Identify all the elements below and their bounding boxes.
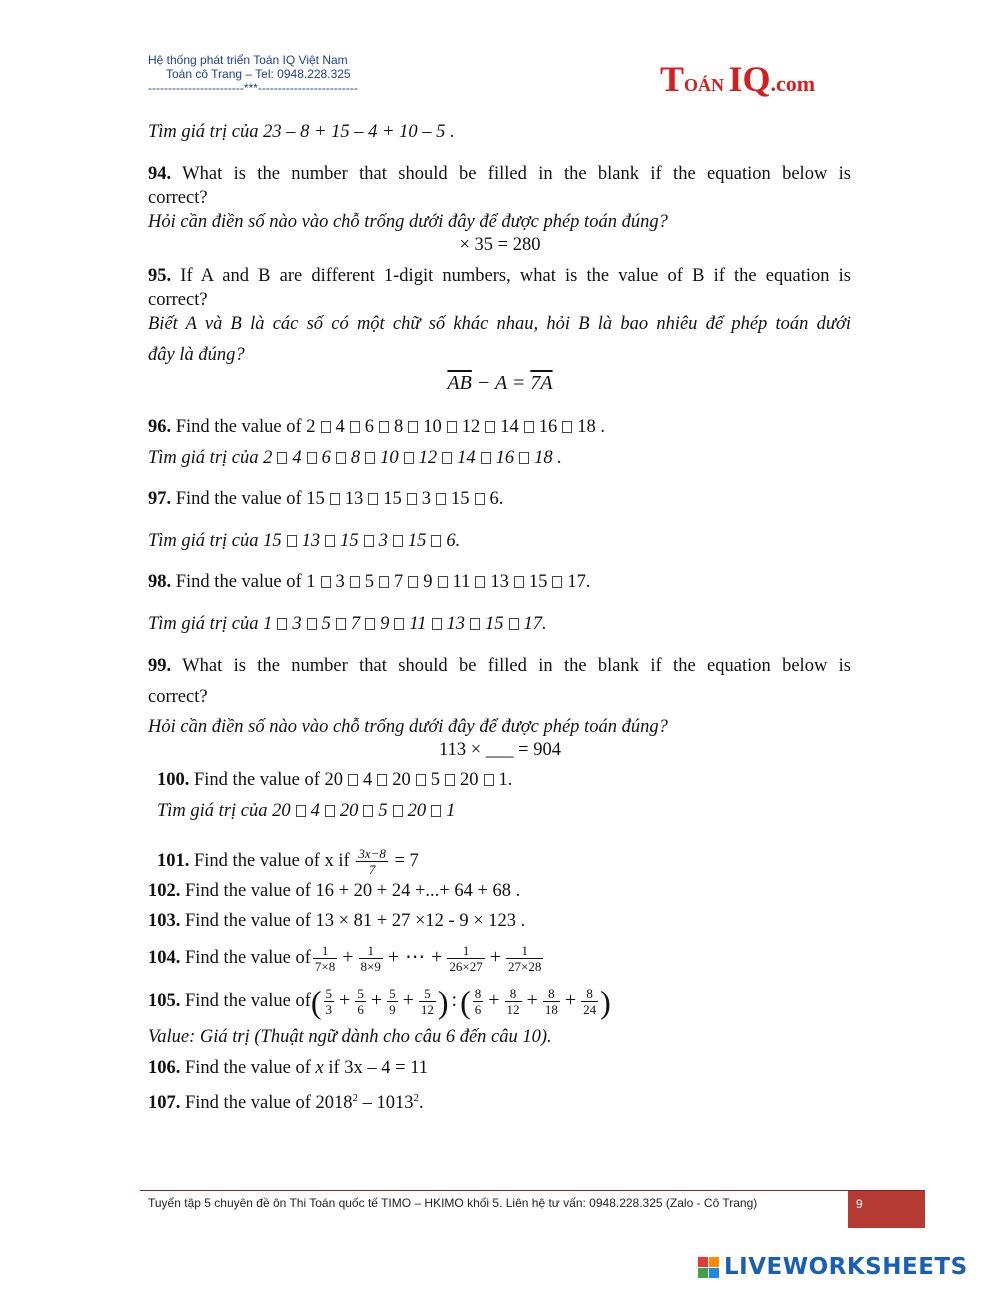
sequence-number: 14 <box>500 417 519 437</box>
operator-blank-box[interactable] <box>307 618 317 630</box>
sequence-number: 12 <box>461 417 481 437</box>
sequence-number: 17 <box>523 614 543 634</box>
operator-blank-box[interactable] <box>524 421 534 433</box>
operator-blank-box[interactable] <box>348 774 358 786</box>
sequence-number: 15 <box>306 489 325 509</box>
sequence-number: 7 <box>350 614 361 634</box>
liveworksheets-logo-icon <box>698 1257 719 1278</box>
sequence-number: 6 <box>364 417 375 437</box>
number-sequence <box>306 489 499 509</box>
sequence-number: 7 <box>394 572 404 592</box>
q94-en: 94. What is the number that should be filled in the blank if the equation below is <box>148 164 852 184</box>
header-block <box>148 53 358 95</box>
sequence-number: 2 <box>263 448 273 468</box>
operator-blank-box[interactable] <box>514 576 524 588</box>
sequence-number: 8 <box>350 448 361 468</box>
sequence-number: 15 <box>485 614 504 634</box>
operator-blank-box[interactable] <box>431 805 441 817</box>
operator-blank-box[interactable] <box>296 805 306 817</box>
value-note: Value: Giá trị (Thuật ngữ dành cho câu 6 đến câu 10). <box>148 1027 552 1047</box>
liveworksheets-watermark <box>698 1254 968 1280</box>
operator-blank-box[interactable] <box>350 576 360 588</box>
operator-blank-box[interactable] <box>379 576 389 588</box>
q99-en-2: correct? <box>148 687 208 707</box>
q100-vi: Tìm giá trị của 20 4 20 5 20 1 <box>157 801 456 821</box>
operator-blank-box[interactable] <box>287 535 297 547</box>
q95-vi: Biết A và B là các số có một chữ số khác nhau, hỏi B là bao nhiêu để phép toán dưới <box>148 314 851 334</box>
q95-en: 95. If A and B are different 1-digit numbers, what is the value of B if the equation is <box>148 266 852 286</box>
operator-blank-box[interactable] <box>325 805 335 817</box>
sequence-number: 1 <box>498 770 508 790</box>
operator-blank-box[interactable] <box>475 576 485 588</box>
sequence-number: 2 <box>306 417 316 437</box>
sequence-number: 13 <box>446 614 466 634</box>
number-sequence <box>263 531 456 551</box>
operator-blank-box[interactable] <box>350 421 360 433</box>
sequence-number: 13 <box>301 531 321 551</box>
liveworksheets-text: LIVEWORKSHEETS <box>724 1254 968 1280</box>
operator-blank-box[interactable] <box>438 576 448 588</box>
sequence-number: 20 <box>407 801 427 821</box>
operator-blank-box[interactable] <box>393 535 403 547</box>
sequence-number: 15 <box>407 531 427 551</box>
q101: 101. Find the value of x if $\frac{3x-8}{7}$ = 7 <box>157 846 419 878</box>
q97-vi: Tìm giá trị của 15 13 15 3 15 6. <box>148 531 461 551</box>
sequence-number: 13 <box>344 489 364 509</box>
q106: 106. Find the value of x if 3x – 4 = 11 <box>148 1058 429 1078</box>
sequence-number: 15 <box>451 489 470 509</box>
sequence-number: 10 <box>423 417 442 437</box>
header-line-1: Hệ thống phát triển Toán IQ Việt Nam <box>148 53 348 67</box>
operator-blank-box[interactable] <box>436 493 446 505</box>
operator-blank-box[interactable] <box>321 576 331 588</box>
sequence-number: 20 <box>339 801 359 821</box>
number-sequence <box>263 614 542 634</box>
sequence-number: 15 <box>383 489 402 509</box>
sequence-number: 4 <box>310 801 320 821</box>
operator-blank-box[interactable] <box>336 452 346 464</box>
operator-blank-box[interactable] <box>404 452 414 464</box>
q94-en-2: correct? <box>148 188 208 208</box>
sequence-number: 9 <box>380 614 390 634</box>
operator-blank-box[interactable] <box>432 618 442 630</box>
q94-equation: × 35 = 280 <box>459 235 541 255</box>
q95-vi-2: đây là đúng? <box>148 345 245 365</box>
q102: 102. Find the value of 16 + 20 + 24 +...+ 64 + 68 . <box>148 881 521 901</box>
q95-en-2: correct? <box>148 290 208 310</box>
number-sequence <box>306 417 596 437</box>
q99-equation: 113 × ___ = 904 <box>439 740 561 760</box>
header-line-2: Toán cô Trang – Tel: 0948.228.325 <box>166 67 351 81</box>
operator-blank-box[interactable] <box>336 618 346 630</box>
operator-blank-box[interactable] <box>364 535 374 547</box>
operator-blank-box[interactable] <box>475 493 485 505</box>
operator-blank-box[interactable] <box>307 452 317 464</box>
sequence-number: 18 <box>534 448 553 468</box>
header-line-3: ------------------------***------------------------- <box>148 81 358 95</box>
operator-blank-box[interactable] <box>368 493 378 505</box>
operator-blank-box[interactable] <box>277 618 287 630</box>
q99-en: 99. What is the number that should be filled in the blank if the equation below is <box>148 656 852 676</box>
sequence-number: 5 <box>321 614 331 634</box>
operator-blank-box[interactable] <box>393 805 403 817</box>
sequence-number: 3 <box>421 489 432 509</box>
operator-blank-box[interactable] <box>509 618 519 630</box>
operator-blank-box[interactable] <box>519 452 529 464</box>
operator-blank-box[interactable] <box>407 493 417 505</box>
q104: 104. Find the value of $\frac{1}{7\times 8}$ + $\frac{1}{8\times 9}$ + ⋯ + $\frac{1}{26\times 27}$ + $\frac{1}{27\times 28}$ <box>148 943 542 975</box>
sequence-number: 15 <box>263 531 282 551</box>
sequence-number: 5 <box>430 770 441 790</box>
toaniq-logo: TOÁN IQ.com <box>660 59 816 99</box>
sequence-number: 6 <box>446 531 456 551</box>
operator-blank-box[interactable] <box>481 452 491 464</box>
q95-equation: $\overline{AB} - A = 7A$ <box>447 372 553 394</box>
sequence-number: 11 <box>452 572 471 592</box>
sequence-number: 4 <box>292 448 302 468</box>
operator-blank-box[interactable] <box>416 774 426 786</box>
sequence-number: 8 <box>394 417 404 437</box>
q105: 105. Find the value of( $\frac{5}{3}$ + $\frac{5}{6}$ + $\frac{5}{9}$ + $\frac{5}{12}$ ) :( $\frac{8}{6}$ + $\frac{8}{12}$ + $\frac{8}{18}$ + $\frac{8}{24}$ ) <box>148 983 611 1020</box>
sequence-number: 4 <box>335 417 345 437</box>
sequence-number: 10 <box>380 448 399 468</box>
number-sequence <box>272 801 455 821</box>
sequence-number: 12 <box>418 448 438 468</box>
sequence-number: 5 <box>364 572 375 592</box>
operator-blank-box[interactable] <box>277 452 287 464</box>
operator-blank-box[interactable] <box>442 452 452 464</box>
sequence-number: 3 <box>292 614 302 634</box>
sequence-number: 14 <box>457 448 476 468</box>
sequence-number: 20 <box>392 770 411 790</box>
operator-blank-box[interactable] <box>330 493 340 505</box>
q100-en: 100. Find the value of 20 4 20 5 20 1. <box>157 770 513 790</box>
operator-blank-box[interactable] <box>562 421 572 433</box>
sequence-number: 20 <box>324 770 344 790</box>
number-sequence <box>325 770 508 790</box>
operator-blank-box[interactable] <box>470 618 480 630</box>
sequence-number: 16 <box>538 417 558 437</box>
operator-blank-box[interactable] <box>321 421 331 433</box>
operator-blank-box[interactable] <box>485 421 495 433</box>
q96-vi: Tìm giá trị của 2 4 6 8 10 12 14 16 18 . <box>148 448 562 468</box>
operator-blank-box[interactable] <box>394 618 404 630</box>
sequence-number: 3 <box>378 531 388 551</box>
logo-tile-2 <box>709 1257 719 1267</box>
operator-blank-box[interactable] <box>363 805 373 817</box>
operator-blank-box[interactable] <box>431 535 441 547</box>
sequence-number: 15 <box>340 531 359 551</box>
sequence-number: 11 <box>409 614 427 634</box>
footer-divider <box>140 1190 925 1191</box>
q94-vi: Hỏi cần điền số nào vào chỗ trống dưới đây để được phép toán đúng? <box>148 212 668 232</box>
sequence-number: 4 <box>363 770 373 790</box>
sequence-number: 17 <box>567 572 586 592</box>
page-number: 9 <box>848 1191 925 1228</box>
q103: 103. Find the value of 13 × 81 + 27 ×12 - 9 × 123 . <box>148 911 526 931</box>
sequence-number: 9 <box>423 572 433 592</box>
q97-en: 97. Find the value of 15 13 15 3 15 6. <box>148 489 504 509</box>
operator-blank-box[interactable] <box>377 774 387 786</box>
sequence-number: 15 <box>528 572 548 592</box>
sequence-number: 6 <box>489 489 499 509</box>
operator-blank-box[interactable] <box>484 774 494 786</box>
sequence-number: 3 <box>335 572 345 592</box>
q99-vi: Hỏi cần điền số nào vào chỗ trống dưới đây để được phép toán đúng? <box>148 717 668 737</box>
sequence-number: 16 <box>495 448 515 468</box>
q98-vi: Tìm giá trị của 1 3 5 7 9 11 13 15 17. <box>148 614 547 634</box>
footer-text: Tuyển tập 5 chuyên đề ôn Thi Toán quốc tế TIMO – HKIMO khối 5. Liên hệ tư vấn: 0948.228.325 (Zalo - Cô Trang) <box>148 1196 758 1210</box>
operator-blank-box[interactable] <box>365 452 375 464</box>
operator-blank-box[interactable] <box>445 774 455 786</box>
operator-blank-box[interactable] <box>552 576 562 588</box>
sequence-number: 5 <box>378 801 388 821</box>
sequence-number: 13 <box>490 572 509 592</box>
sequence-number: 1 <box>263 614 273 634</box>
q107: 107. Find the value of 2018$^2$ – 1013$^2$. <box>148 1092 424 1114</box>
logo-tile-1 <box>698 1257 708 1267</box>
operator-blank-box[interactable] <box>379 421 389 433</box>
sequence-number: 6 <box>321 448 331 468</box>
number-sequence <box>263 448 553 468</box>
sequence-number: 1 <box>446 801 456 821</box>
operator-blank-box[interactable] <box>447 421 457 433</box>
operator-blank-box[interactable] <box>325 535 335 547</box>
q93-vi: Tìm giá trị của 23 – 8 + 15 – 4 + 10 – 5 . <box>148 122 455 142</box>
logo-tile-4 <box>709 1268 719 1278</box>
operator-blank-box[interactable] <box>408 576 418 588</box>
logo-tile-3 <box>698 1268 708 1278</box>
operator-blank-box[interactable] <box>365 618 375 630</box>
q96-en: 96. Find the value of 2 4 6 8 10 12 14 16 18 . <box>148 417 606 437</box>
number-sequence <box>306 572 586 592</box>
sequence-number: 20 <box>460 770 479 790</box>
q98-en: 98. Find the value of 1 3 5 7 9 11 13 15 17. <box>148 572 591 592</box>
sequence-number: 20 <box>272 801 291 821</box>
operator-blank-box[interactable] <box>408 421 418 433</box>
sequence-number: 18 <box>577 417 596 437</box>
sequence-number: 1 <box>306 572 316 592</box>
